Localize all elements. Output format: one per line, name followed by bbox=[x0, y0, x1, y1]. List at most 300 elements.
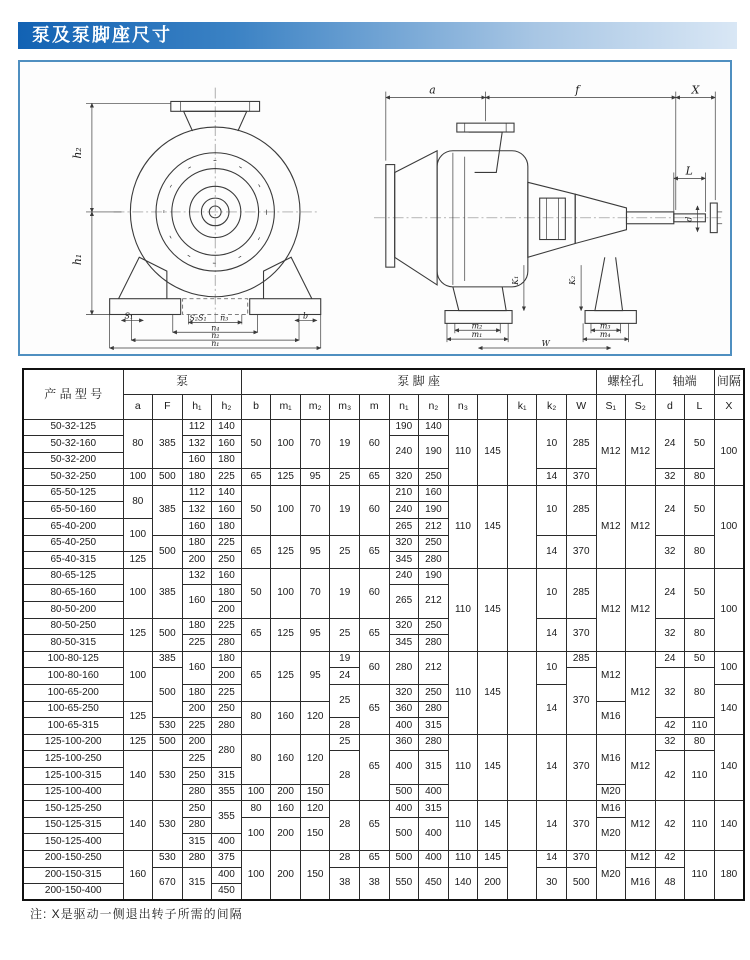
data-cell: 100 bbox=[123, 469, 153, 486]
footnote: 注: X是驱动一侧退出转子所需的间隔 bbox=[30, 907, 243, 921]
data-cell: 50 bbox=[685, 651, 715, 668]
dim-label-s2s1: S₂S₁ bbox=[189, 313, 207, 323]
dim-label-n3: n₃ bbox=[220, 313, 229, 323]
data-cell: 285 bbox=[566, 485, 596, 535]
data-cell: 370 bbox=[566, 618, 596, 651]
data-cell: 25 bbox=[330, 734, 360, 751]
data-cell: 385 bbox=[153, 485, 183, 535]
data-cell: 345 bbox=[389, 552, 419, 569]
model-cell: 80-50-250 bbox=[23, 618, 123, 635]
dim-label-n4: n₄ bbox=[211, 323, 220, 333]
data-cell: 42 bbox=[655, 850, 685, 867]
data-cell: 50 bbox=[685, 419, 715, 469]
data-cell: 140 bbox=[714, 734, 744, 800]
data-cell: 140 bbox=[419, 419, 449, 436]
pump-dimension-drawing bbox=[20, 62, 726, 350]
data-cell: 65 bbox=[241, 535, 271, 568]
data-cell: 530 bbox=[153, 751, 183, 801]
data-cell: 285 bbox=[566, 651, 596, 668]
data-cell: 145 bbox=[478, 734, 508, 800]
data-cell: 212 bbox=[419, 519, 449, 536]
column-header: F bbox=[153, 394, 183, 419]
data-cell: 42 bbox=[655, 751, 685, 801]
product-model-header: 产 品 型 号 bbox=[23, 369, 123, 419]
data-cell: 100 bbox=[714, 485, 744, 568]
data-cell: 200 bbox=[182, 552, 212, 569]
data-cell: 180 bbox=[182, 469, 212, 486]
data-cell: 160 bbox=[419, 485, 449, 502]
data-cell: 315 bbox=[182, 867, 212, 900]
data-cell: 225 bbox=[182, 751, 212, 768]
data-cell: 145 bbox=[478, 419, 508, 485]
data-cell: 19 bbox=[330, 419, 360, 469]
data-cell: 24 bbox=[655, 568, 685, 618]
data-cell: M12 bbox=[596, 568, 626, 651]
data-cell: 315 bbox=[212, 767, 242, 784]
model-cell: 50-32-125 bbox=[23, 419, 123, 436]
dim-label-k1: K₁ bbox=[510, 275, 520, 285]
data-cell bbox=[507, 801, 537, 851]
data-cell: 14 bbox=[537, 535, 567, 568]
data-cell: 400 bbox=[419, 817, 449, 850]
model-cell: 200-150-400 bbox=[23, 884, 123, 901]
data-cell: 10 bbox=[537, 568, 567, 618]
data-cell: 225 bbox=[182, 718, 212, 735]
data-cell: 100 bbox=[123, 519, 153, 552]
data-cell: 110 bbox=[685, 801, 715, 851]
data-cell: 212 bbox=[419, 651, 449, 684]
data-cell: M16 bbox=[626, 867, 656, 900]
data-cell: 530 bbox=[153, 801, 183, 851]
data-cell: 125 bbox=[123, 734, 153, 751]
dim-label-b: b bbox=[302, 311, 309, 321]
data-cell: 250 bbox=[419, 469, 449, 486]
dim-label-f: f bbox=[575, 83, 580, 97]
data-cell: 65 bbox=[360, 850, 390, 867]
data-cell: 370 bbox=[566, 535, 596, 568]
data-cell: 400 bbox=[419, 784, 449, 801]
data-cell: 60 bbox=[360, 485, 390, 535]
column-header: k₂ bbox=[537, 394, 567, 419]
data-cell: M12 bbox=[626, 568, 656, 651]
column-header: m₂ bbox=[300, 394, 330, 419]
data-cell: 32 bbox=[655, 535, 685, 568]
data-cell: 225 bbox=[212, 535, 242, 552]
data-cell: 110 bbox=[448, 485, 478, 568]
data-cell: 280 bbox=[212, 635, 242, 652]
data-cell: 120 bbox=[300, 734, 330, 784]
data-cell: M20 bbox=[596, 817, 626, 850]
data-cell: 110 bbox=[448, 568, 478, 651]
dim-label-m3: m₃ bbox=[599, 321, 611, 331]
data-cell: 400 bbox=[389, 751, 419, 784]
model-cell: 80-50-315 bbox=[23, 635, 123, 652]
data-cell: 100 bbox=[123, 568, 153, 618]
data-cell: 110 bbox=[448, 734, 478, 800]
data-cell: 32 bbox=[655, 469, 685, 486]
dim-label-n1: n₁ bbox=[211, 339, 220, 349]
data-cell: 160 bbox=[212, 436, 242, 453]
data-cell: 160 bbox=[271, 734, 301, 784]
model-cell: 100-65-200 bbox=[23, 685, 123, 702]
data-cell: 315 bbox=[182, 834, 212, 851]
data-cell: 19 bbox=[330, 651, 360, 668]
data-cell: M12 bbox=[626, 651, 656, 734]
data-cell: 65 bbox=[360, 469, 390, 486]
model-cell: 200-150-250 bbox=[23, 850, 123, 867]
column-header: b bbox=[241, 394, 271, 419]
data-cell: 132 bbox=[182, 436, 212, 453]
data-cell: 50 bbox=[685, 568, 715, 618]
dim-label-h2: h₂ bbox=[71, 147, 85, 159]
data-cell: 160 bbox=[271, 701, 301, 734]
data-cell: 370 bbox=[566, 801, 596, 851]
data-cell: 80 bbox=[123, 485, 153, 518]
data-cell: 140 bbox=[448, 867, 478, 900]
data-cell: 360 bbox=[389, 701, 419, 718]
data-cell: 48 bbox=[655, 867, 685, 900]
data-cell: 370 bbox=[566, 668, 596, 734]
data-cell: 280 bbox=[212, 718, 242, 735]
data-cell: 500 bbox=[389, 817, 419, 850]
data-cell: 250 bbox=[212, 552, 242, 569]
dim-label-k2: K₂ bbox=[568, 275, 578, 285]
data-cell: 42 bbox=[655, 718, 685, 735]
data-cell: 225 bbox=[212, 469, 242, 486]
data-cell: 190 bbox=[419, 436, 449, 469]
data-cell: 110 bbox=[448, 651, 478, 734]
data-cell: 50 bbox=[241, 485, 271, 535]
data-cell: 100 bbox=[123, 651, 153, 701]
data-cell: 400 bbox=[389, 801, 419, 818]
data-cell: 100 bbox=[714, 568, 744, 651]
table-row bbox=[23, 801, 744, 818]
data-cell: 65 bbox=[360, 535, 390, 568]
data-cell: 65 bbox=[241, 469, 271, 486]
data-cell: 125 bbox=[271, 651, 301, 701]
data-cell: 250 bbox=[182, 767, 212, 784]
data-cell: 60 bbox=[360, 568, 390, 618]
data-cell: 145 bbox=[478, 801, 508, 851]
data-cell: M16 bbox=[596, 701, 626, 734]
data-cell: 320 bbox=[389, 535, 419, 552]
data-cell: 132 bbox=[182, 568, 212, 585]
data-cell: 180 bbox=[182, 535, 212, 552]
data-cell: 180 bbox=[212, 651, 242, 668]
data-cell: 125 bbox=[271, 535, 301, 568]
data-cell: 65 bbox=[360, 618, 390, 651]
data-cell: 100 bbox=[241, 784, 271, 801]
model-cell: 125-100-400 bbox=[23, 784, 123, 801]
data-cell: 355 bbox=[212, 784, 242, 801]
data-cell: 32 bbox=[655, 618, 685, 651]
table-row bbox=[23, 651, 744, 668]
data-cell: 550 bbox=[389, 867, 419, 900]
column-header: X bbox=[714, 394, 744, 419]
data-cell: 400 bbox=[419, 850, 449, 867]
data-cell: 80 bbox=[685, 469, 715, 486]
data-cell: 25 bbox=[330, 685, 360, 718]
data-cell: 145 bbox=[478, 651, 508, 734]
data-cell: 100 bbox=[241, 850, 271, 900]
data-cell: M16 bbox=[596, 734, 626, 784]
data-cell: 112 bbox=[182, 419, 212, 436]
data-cell: 160 bbox=[271, 801, 301, 818]
data-cell: M12 bbox=[626, 419, 656, 485]
data-cell bbox=[507, 734, 537, 800]
data-cell: 145 bbox=[478, 850, 508, 867]
data-cell: 80 bbox=[241, 701, 271, 734]
model-cell: 65-40-200 bbox=[23, 519, 123, 536]
data-cell: 28 bbox=[330, 751, 360, 801]
data-cell: 14 bbox=[537, 850, 567, 867]
data-cell: 500 bbox=[153, 535, 183, 568]
data-cell: 160 bbox=[182, 651, 212, 684]
data-cell: 70 bbox=[300, 568, 330, 618]
dim-label-m4: m₄ bbox=[599, 330, 611, 340]
data-cell: 65 bbox=[241, 618, 271, 651]
data-cell: 100 bbox=[271, 485, 301, 535]
data-cell: 100 bbox=[714, 419, 744, 485]
model-cell: 100-80-160 bbox=[23, 668, 123, 685]
data-cell: 670 bbox=[153, 867, 183, 900]
data-cell: 500 bbox=[153, 469, 183, 486]
column-header: d bbox=[655, 394, 685, 419]
data-cell: M12 bbox=[596, 485, 626, 568]
data-cell: 80 bbox=[685, 618, 715, 651]
data-cell bbox=[507, 568, 537, 651]
data-cell: 25 bbox=[330, 535, 360, 568]
column-header bbox=[478, 394, 508, 419]
data-cell: 280 bbox=[182, 784, 212, 801]
data-cell: 14 bbox=[537, 469, 567, 486]
data-cell: 200 bbox=[271, 817, 301, 850]
data-cell: 225 bbox=[212, 685, 242, 702]
data-cell: 95 bbox=[300, 651, 330, 701]
data-cell: M12 bbox=[626, 801, 656, 851]
data-cell: 65 bbox=[241, 651, 271, 701]
column-header: h₂ bbox=[212, 394, 242, 419]
data-cell: 225 bbox=[182, 635, 212, 652]
column-header: S₂ bbox=[626, 394, 656, 419]
data-cell: 250 bbox=[419, 535, 449, 552]
data-cell: 100 bbox=[714, 651, 744, 684]
data-cell: 250 bbox=[419, 618, 449, 635]
data-cell bbox=[507, 419, 537, 485]
data-cell: 250 bbox=[182, 801, 212, 818]
data-cell: 320 bbox=[389, 618, 419, 635]
model-cell: 100-65-250 bbox=[23, 701, 123, 718]
data-cell: 150 bbox=[300, 784, 330, 801]
data-cell: 10 bbox=[537, 419, 567, 469]
dim-label-d: d bbox=[684, 216, 694, 222]
data-cell: 140 bbox=[212, 419, 242, 436]
column-group-header: 泵 bbox=[123, 369, 241, 394]
data-cell: 24 bbox=[655, 651, 685, 668]
data-cell: 450 bbox=[212, 884, 242, 901]
data-cell: 28 bbox=[330, 850, 360, 867]
data-cell: 110 bbox=[685, 718, 715, 735]
data-cell: 320 bbox=[389, 469, 419, 486]
column-header: a bbox=[123, 394, 153, 419]
data-cell: 125 bbox=[123, 701, 153, 734]
column-header: m₃ bbox=[330, 394, 360, 419]
data-cell: 280 bbox=[389, 651, 419, 684]
data-cell: 250 bbox=[212, 701, 242, 718]
data-cell bbox=[507, 850, 537, 900]
data-cell: 180 bbox=[182, 618, 212, 635]
data-cell: 265 bbox=[389, 585, 419, 618]
data-cell: 80 bbox=[685, 734, 715, 751]
data-cell: 28 bbox=[330, 801, 360, 851]
data-cell: 65 bbox=[360, 734, 390, 800]
data-cell: M12 bbox=[596, 419, 626, 485]
data-cell: 160 bbox=[182, 585, 212, 618]
page-title: 泵及泵脚座尺寸 bbox=[18, 22, 737, 49]
data-cell: 80 bbox=[685, 535, 715, 568]
data-cell: 180 bbox=[182, 685, 212, 702]
data-cell: 240 bbox=[389, 436, 419, 469]
data-cell: 110 bbox=[448, 801, 478, 851]
data-cell: 360 bbox=[389, 734, 419, 751]
table-row bbox=[23, 850, 744, 867]
data-cell: 95 bbox=[300, 469, 330, 486]
data-cell: M12 bbox=[626, 734, 656, 800]
data-cell: 370 bbox=[566, 734, 596, 800]
table-row bbox=[23, 419, 744, 436]
data-cell: 200 bbox=[182, 734, 212, 751]
column-header: n₁ bbox=[389, 394, 419, 419]
data-cell: 315 bbox=[419, 718, 449, 735]
dim-label-h1: h₁ bbox=[71, 253, 85, 266]
dim-label-l: L bbox=[685, 164, 693, 178]
column-group-header: 轴端 bbox=[655, 369, 714, 394]
data-cell: 140 bbox=[714, 685, 744, 735]
data-cell: 110 bbox=[448, 850, 478, 867]
model-cell: 65-50-125 bbox=[23, 485, 123, 502]
data-cell: 500 bbox=[566, 867, 596, 900]
data-cell: 385 bbox=[153, 568, 183, 618]
dim-label-m2: m₂ bbox=[471, 321, 483, 331]
data-cell: 500 bbox=[153, 734, 183, 751]
column-header: m₁ bbox=[271, 394, 301, 419]
data-cell: 385 bbox=[153, 651, 183, 668]
data-cell: 80 bbox=[123, 419, 153, 469]
data-cell: 240 bbox=[389, 502, 419, 519]
data-cell: 190 bbox=[389, 419, 419, 436]
data-cell: 28 bbox=[330, 718, 360, 735]
column-header: n₂ bbox=[419, 394, 449, 419]
model-cell: 50-32-200 bbox=[23, 452, 123, 469]
data-cell: 200 bbox=[478, 867, 508, 900]
table-row bbox=[23, 734, 744, 751]
data-cell: 240 bbox=[389, 568, 419, 585]
data-cell: 530 bbox=[153, 850, 183, 867]
data-cell: M12 bbox=[596, 651, 626, 701]
data-cell: 250 bbox=[419, 685, 449, 702]
model-cell: 125-100-315 bbox=[23, 767, 123, 784]
data-cell: 145 bbox=[478, 568, 508, 651]
data-cell: 265 bbox=[389, 519, 419, 536]
data-cell: 38 bbox=[360, 867, 390, 900]
data-cell: 180 bbox=[212, 585, 242, 602]
data-cell: 110 bbox=[685, 751, 715, 801]
data-cell: 285 bbox=[566, 568, 596, 618]
data-cell: 210 bbox=[389, 485, 419, 502]
model-cell: 80-65-160 bbox=[23, 585, 123, 602]
data-cell: 280 bbox=[182, 850, 212, 867]
data-cell: 120 bbox=[300, 801, 330, 818]
data-cell: 125 bbox=[271, 469, 301, 486]
pump-drawing-panel bbox=[18, 60, 732, 356]
data-cell: 400 bbox=[212, 834, 242, 851]
data-cell: M12 bbox=[626, 850, 656, 867]
data-cell: 500 bbox=[389, 784, 419, 801]
table-body bbox=[23, 419, 744, 900]
data-cell: 280 bbox=[182, 817, 212, 834]
dim-label-m1: m₁ bbox=[471, 330, 483, 340]
data-cell: 190 bbox=[419, 502, 449, 519]
data-cell: 14 bbox=[537, 685, 567, 735]
data-cell: 375 bbox=[212, 850, 242, 867]
model-cell: 125-100-200 bbox=[23, 734, 123, 751]
data-cell: 280 bbox=[419, 701, 449, 718]
model-cell: 150-125-250 bbox=[23, 801, 123, 818]
pump-side-view bbox=[374, 84, 722, 348]
data-cell: 100 bbox=[271, 568, 301, 618]
data-cell: 385 bbox=[153, 419, 183, 469]
dim-label-w: W bbox=[541, 339, 550, 349]
data-cell: 42 bbox=[655, 801, 685, 851]
data-cell: 140 bbox=[714, 801, 744, 851]
data-cell: 150 bbox=[300, 817, 330, 850]
data-cell: 140 bbox=[212, 485, 242, 502]
data-cell: 80 bbox=[241, 734, 271, 784]
data-cell: 200 bbox=[271, 784, 301, 801]
data-cell: 65 bbox=[360, 801, 390, 851]
data-cell: 315 bbox=[419, 751, 449, 784]
data-cell: 150 bbox=[300, 850, 330, 900]
data-cell: 315 bbox=[419, 801, 449, 818]
data-cell: 320 bbox=[389, 685, 419, 702]
table-row bbox=[23, 485, 744, 502]
data-cell: 70 bbox=[300, 485, 330, 535]
data-cell: 110 bbox=[685, 850, 715, 900]
data-cell: 120 bbox=[300, 701, 330, 734]
data-cell: 145 bbox=[478, 485, 508, 568]
data-cell: 225 bbox=[212, 618, 242, 635]
data-cell: 60 bbox=[360, 419, 390, 469]
data-cell: 14 bbox=[537, 734, 567, 800]
model-cell: 65-40-315 bbox=[23, 552, 123, 569]
data-cell: 140 bbox=[123, 751, 153, 801]
column-header: W bbox=[566, 394, 596, 419]
model-cell: 50-32-160 bbox=[23, 436, 123, 453]
model-cell: 80-50-200 bbox=[23, 602, 123, 619]
data-cell: 180 bbox=[212, 519, 242, 536]
data-cell: M16 bbox=[596, 801, 626, 818]
data-cell: 24 bbox=[655, 485, 685, 535]
data-cell: 160 bbox=[182, 452, 212, 469]
data-cell: M20 bbox=[596, 850, 626, 900]
data-cell: 500 bbox=[153, 618, 183, 651]
data-cell: 160 bbox=[212, 502, 242, 519]
model-cell: 65-50-160 bbox=[23, 502, 123, 519]
column-header: S₁ bbox=[596, 394, 626, 419]
data-cell: 32 bbox=[655, 668, 685, 718]
data-cell: 25 bbox=[330, 618, 360, 651]
data-cell: 70 bbox=[300, 419, 330, 469]
